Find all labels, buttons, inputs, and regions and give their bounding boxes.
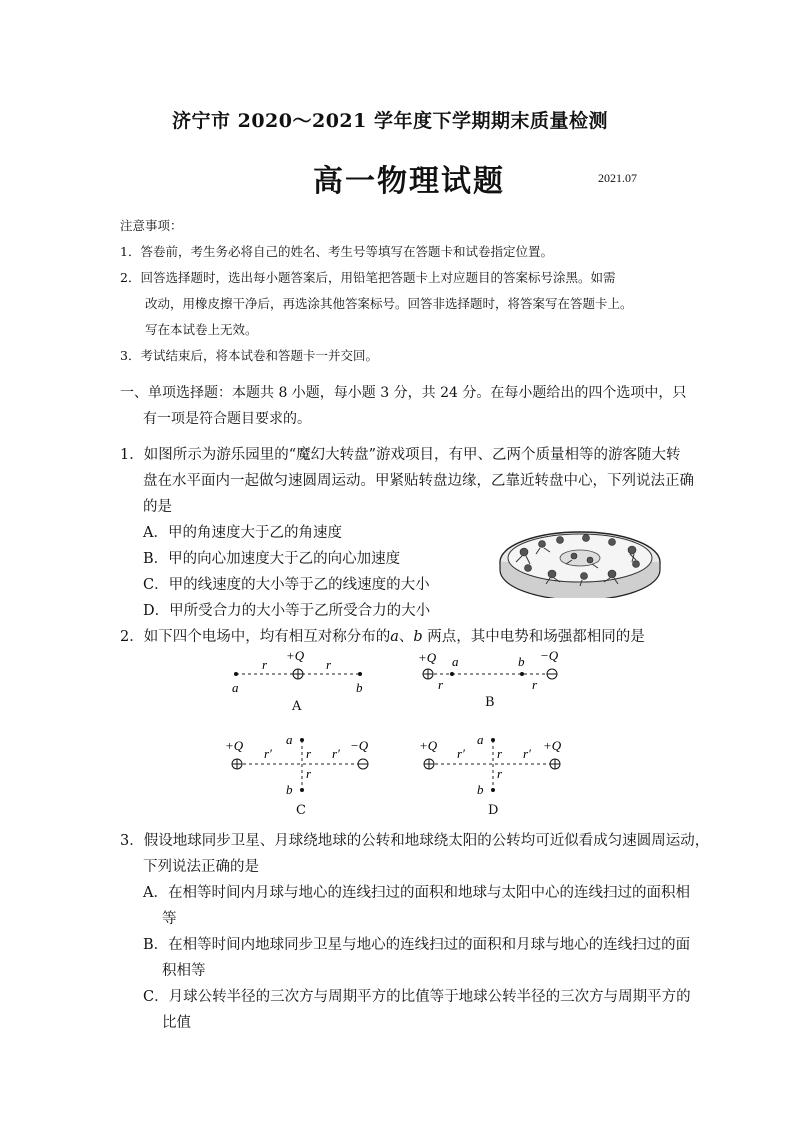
note-item-3: 3．考试结束后，将本试卷和答题卡一并交回。 <box>120 348 378 363</box>
diagram-label-d: D <box>488 803 499 818</box>
distance-label-down: r <box>497 766 503 781</box>
exam-subject-title: 高一物理试题 <box>313 164 505 199</box>
field-diagram-c <box>222 730 382 802</box>
point-b-dot <box>300 788 304 792</box>
distance-label-right: r′ <box>523 746 531 761</box>
note-item-2-cont2: 写在本试卷上无效。 <box>145 322 258 337</box>
diagram-label-a: A <box>292 699 302 714</box>
point-b-dot <box>358 672 362 676</box>
distance-label-left: r <box>438 677 444 692</box>
q2-stem-sep: 、 <box>398 629 414 645</box>
distance-label-left: r <box>262 657 268 672</box>
q2-stem-b: b <box>413 629 423 645</box>
point-b-label: b <box>356 680 363 695</box>
point-a-dot <box>450 672 454 676</box>
q3-option-a: A．在相等时间内月球与地心的连线扫过的面积和地球与太阳中心的连线扫过的面积相 <box>143 885 690 901</box>
q2-stem <box>120 625 645 646</box>
distance-label-up: r <box>306 746 312 761</box>
note-item-2: 2．回答选择题时，选出每小题答案后，用铅笔把答题卡上对应题目的答案标号涂黑。如需 <box>120 270 616 285</box>
distance-label-right: r′ <box>332 746 340 761</box>
q3-option-a-cont: 等 <box>162 911 177 927</box>
charge-label-plus: +Q <box>418 650 437 665</box>
point-a-label: a <box>477 732 484 747</box>
q1-option-d: D．甲所受合力的大小等于乙所受合力的大小 <box>143 603 431 619</box>
diagram-label-b: B <box>485 695 495 710</box>
point-a-label: a <box>232 680 239 695</box>
q3-stem-line1: 3．假设地球同步卫星、月球绕地球的公转和地球绕太阳的公转均可近似看成匀速圆周运动， <box>120 833 710 849</box>
note-item-2-cont: 改动，用橡皮擦干净后，再选涂其他答案标号。回答非选择题时，将答案写在答题卡上。 <box>145 296 633 311</box>
q3-stem-line2: 下列说法正确的是 <box>143 859 259 875</box>
q2-stem-pre: 2．如下四个电场中，均有相互对称分布的 <box>120 629 391 645</box>
diagram-label-c: C <box>296 803 306 818</box>
charge-label-minus: −Q <box>540 648 559 663</box>
distance-label-left: r′ <box>457 746 465 761</box>
charge-label-plus-right: +Q <box>543 738 562 753</box>
distance-label-down: r <box>306 766 312 781</box>
notes-heading: 注意事项： <box>120 218 183 233</box>
q1-option-c: C．甲的线速度的大小等于乙的线速度的大小 <box>143 577 430 593</box>
exam-date: 2021.07 <box>598 171 637 185</box>
point-b-dot <box>520 672 524 676</box>
point-a-label: a <box>286 732 293 747</box>
point-a-dot <box>300 738 304 742</box>
q3-option-c: C．月球公转半径的三次方与周期平方的比值等于地球公转半径的三次方与周期平方的 <box>143 989 691 1005</box>
charge-label-plus: +Q <box>286 648 305 663</box>
point-b-dot <box>491 788 495 792</box>
point-b-label: b <box>518 654 525 669</box>
exam-title: 济宁市 2020～2021 学年度下学期期末质量检测 <box>172 110 608 132</box>
field-diagram-b <box>416 646 566 696</box>
turntable-illustration <box>494 512 666 598</box>
q1-option-a: A．甲的角速度大于乙的角速度 <box>143 525 342 541</box>
q3-option-b: B．在相等时间内地球同步卫星与地心的连线扫过的面积和月球与地心的连线扫过的面 <box>143 937 691 953</box>
point-a-label: a <box>452 654 459 669</box>
q1-option-b: B．甲的向心加速度大于乙的向心加速度 <box>143 551 401 567</box>
q3-option-c-cont: 比值 <box>162 1015 191 1031</box>
point-b-label: b <box>477 782 484 797</box>
q1-stem-line2: 盘在水平面内一起做匀速圆周运动。甲紧贴转盘边缘，乙靠近转盘中心，下列说法正确 <box>143 473 694 489</box>
distance-label-left: r′ <box>264 746 272 761</box>
q2-stem-post: 两点，其中电势和场强都相同的是 <box>422 629 645 645</box>
distance-label-right: r <box>326 657 332 672</box>
q1-stem-line3: 的是 <box>143 499 172 515</box>
point-b-label: b <box>286 782 293 797</box>
point-a-dot <box>491 738 495 742</box>
note-item-1: 1．答卷前，考生务必将自己的姓名、考生号等填写在答题卡和试卷指定位置。 <box>120 244 553 259</box>
distance-label-up: r <box>497 746 503 761</box>
charge-label-plus: +Q <box>225 738 244 753</box>
charge-label-minus: −Q <box>350 738 369 753</box>
point-a-dot <box>234 672 238 676</box>
distance-label-right: r <box>532 677 538 692</box>
q3-option-b-cont: 积相等 <box>162 963 206 979</box>
q1-stem-line1: 1．如图所示为游乐园里的“魔幻大转盘”游戏项目，有甲、乙两个质量相等的游客随大转 <box>120 447 681 463</box>
section-heading: 一、单项选择题：本题共 8 小题，每小题 3 分，共 24 分。在每小题给出的四个选项中，只 <box>120 385 687 401</box>
q2-stem-a: a <box>390 629 399 645</box>
section-heading-cont: 有一项是符合题目要求的。 <box>143 411 311 427</box>
charge-label-plus: +Q <box>419 738 438 753</box>
field-diagram-d <box>415 730 575 802</box>
